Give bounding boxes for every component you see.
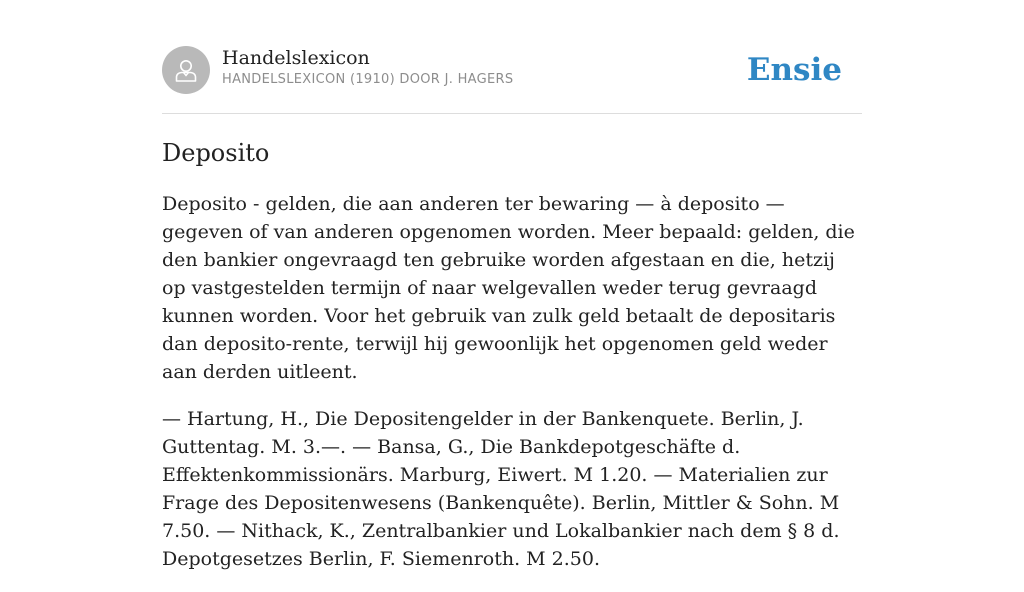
source-subtitle: HANDELSLEXICON (1910) DOOR J. HAGERS [222,72,514,87]
references-paragraph: — Hartung, H., Die Depositengelder in der Bankenquete. Berlin, J. Guttentag. M. 3.—. — Bansa, G., Die Bankdepotgeschäfte d. Effektenkommissionärs. Marburg, Eiwert. M 1.20. — Materialien zur Frage des Depositenwesens (Bankenquête). Berlin, Mittler & Sohn. M 7.50. — Nithack, K., Zentralbankier und Lokalbankier nach dem § 8 d. Depotgesetzes Berlin, F. Siemenroth. M 2.50. [162,408,840,570]
avatar[interactable] [162,46,210,94]
entry-body [162,190,862,592]
user-icon [172,56,200,84]
page-container [162,0,862,570]
source-title[interactable]: Handelslexicon [222,47,370,69]
page-header [162,46,862,96]
brand-logo[interactable]: Ensie [746,52,842,88]
source-meta [222,47,513,88]
definition-paragraph: Deposito - gelden, die aan anderen ter bewaring — à deposito — gegeven of van anderen opgenomen worden. Meer bepaald: gelden, die den bankier ongevraagd ten gebruike worden afgestaan en die, hetzij op vastgestelden termijn of naar welgevallen weder terug gevraagd kunnen worden. Voor het gebruik van zulk geld betaalt de depositaris dan deposito-rente, terwijl hij gewoonlijk het opgenomen geld weder aan derden uitleent. [162,193,855,383]
header-divider [162,113,862,114]
entry-title: Deposito [162,139,270,167]
